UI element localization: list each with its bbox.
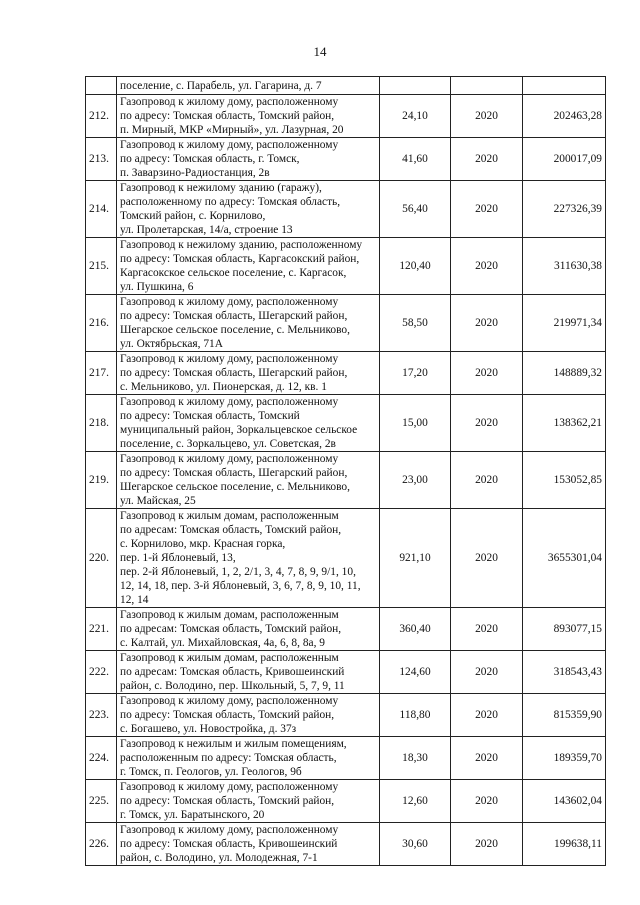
object-description [117,181,380,238]
object-description [117,509,380,608]
commission-year: 2020 [451,138,523,181]
row-number: 217. [86,352,117,395]
description-line: п. Заварзино-Радиостанция, 2в [120,167,270,179]
description-line: поселение, с. Зоркальцево, ул. Советская, 2в [120,438,336,450]
table-row [86,77,606,95]
commission-year: 2020 [451,608,523,651]
description-line: расположенному по адресу: Томская область, [120,196,341,208]
description-line: по адресу: Томская область, Шегарский район, [120,310,348,322]
cost-value: 199638,11 [523,823,606,866]
pipeline-length: 15,00 [380,395,451,452]
object-description [117,395,380,452]
row-number: 214. [86,181,117,238]
commission-year: 2020 [451,352,523,395]
cost-value: 219971,34 [523,295,606,352]
description-line: Газопровод к жилому дому, расположенному [120,396,339,408]
pipeline-length: 58,50 [380,295,451,352]
description-line: Газопровод к нежилому зданию, расположенному [120,239,363,251]
description-line: ул. Пролетарская, 14/а, строение 13 [120,224,293,236]
object-description [117,295,380,352]
table-row [86,651,606,694]
row-number: 216. [86,295,117,352]
description-line: с. Калтай, ул. Михайловская, 4а, 6, 8, 8а, 9 [120,637,325,649]
description-line: ул. Майская, 25 [120,495,196,507]
description-line: с. Богашево, ул. Новостройка, д. 37з [120,723,297,735]
object-description [117,823,380,866]
pipeline-length [380,77,451,95]
description-line: с. Корнилово, мкр. Красная горка, [120,538,286,550]
description-line: Газопровод к жилому дому, расположенному [120,96,339,108]
cost-value: 227326,39 [523,181,606,238]
pipeline-length: 30,60 [380,823,451,866]
pipeline-length: 118,80 [380,694,451,737]
row-number: 223. [86,694,117,737]
row-number: 221. [86,608,117,651]
description-line: г. Томск, п. Геологов, ул. Геологов, 9б [120,766,302,778]
description-line: Газопровод к жилому дому, расположенному [120,453,339,465]
table-row [86,95,606,138]
gas-pipeline-table [85,76,606,866]
object-description [117,737,380,780]
cost-value: 138362,21 [523,395,606,452]
pipeline-length: 18,30 [380,737,451,780]
object-description [117,95,380,138]
description-line: Томский район, с. Корнилово, [120,210,266,222]
cost-value: 148889,32 [523,352,606,395]
table-row [86,452,606,509]
description-line: район, с. Володино, ул. Молодежная, 7-1 [120,852,318,864]
table-row [86,395,606,452]
commission-year: 2020 [451,737,523,780]
pipeline-length: 24,10 [380,95,451,138]
description-line: по адресу: Томская область, Кривошеинский [120,838,338,850]
commission-year: 2020 [451,780,523,823]
description-line: Газопровод к жилому дому, расположенному [120,781,339,793]
commission-year: 2020 [451,452,523,509]
pipeline-length: 360,40 [380,608,451,651]
description-line: Каргасокское сельское поселение, с. Каргасок, [120,267,347,279]
description-line: Шегарское сельское поселение, с. Мельниково, [120,481,350,493]
description-line: поселение, с. Парабель, ул. Гагарина, д. 7 [120,79,322,92]
description-line: Газопровод к жилым домам, расположенным [120,652,339,664]
commission-year: 2020 [451,651,523,694]
pipeline-length: 921,10 [380,509,451,608]
description-line: по адресу: Томская область, Шегарский район, [120,467,348,479]
commission-year: 2020 [451,181,523,238]
row-number [86,77,117,95]
cost-value: 3655301,04 [523,509,606,608]
description-line: 12, 14 [120,594,149,606]
description-line: по адресу: Томская область, Томский район, [120,709,335,721]
description-line: по адресам: Томская область, Томский район, [120,623,342,635]
description-line: пер. 2-й Яблоневый, 1, 2, 2/1, 3, 4, 7, 8, 9, 9/1, 10, [120,566,356,578]
table-row [86,608,606,651]
description-line: ул. Пушкина, 6 [120,281,194,293]
row-number: 215. [86,238,117,295]
row-number: 218. [86,395,117,452]
commission-year: 2020 [451,694,523,737]
pipeline-length: 120,40 [380,238,451,295]
row-number: 220. [86,509,117,608]
cost-value: 189359,70 [523,737,606,780]
cost-value: 202463,28 [523,95,606,138]
object-description [117,138,380,181]
object-description [117,780,380,823]
description-line: Шегарское сельское поселение, с. Мельниково, [120,324,350,336]
pipeline-length: 12,60 [380,780,451,823]
page-number: 14 [313,44,327,59]
description-line: по адресу: Томская область, Каргасокский район, [120,253,360,265]
description-line: Газопровод к жилому дому, расположенному [120,824,339,836]
object-description [117,694,380,737]
cost-value: 318543,43 [523,651,606,694]
table-row [86,295,606,352]
description-line: Газопровод к жилым домам, расположенным [120,609,339,621]
pipeline-length: 124,60 [380,651,451,694]
row-number: 224. [86,737,117,780]
pipeline-length: 56,40 [380,181,451,238]
description-line: район, с. Володино, пер. Школьный, 5, 7, 9, 11 [120,680,345,692]
cost-value: 200017,09 [523,138,606,181]
description-line: расположенным по адресу: Томская область, [120,752,337,764]
cost-value: 815359,90 [523,694,606,737]
table-body [86,77,606,866]
description-line: по адресу: Томская область, Шегарский район, [120,367,348,379]
row-number: 222. [86,651,117,694]
description-line: 12, 14, 18, пер. 3-й Яблоневый, 3, 6, 7, 8, 9, 10, 11, [120,580,361,592]
commission-year: 2020 [451,395,523,452]
description-line: по адресам: Томская область, Кривошеинский [120,666,345,678]
description-line: по адресу: Томская область, Томский район, [120,110,335,122]
description-line: Газопровод к жилому дому, расположенному [120,695,339,707]
object-description [117,77,380,95]
table-row [86,352,606,395]
object-description [117,352,380,395]
description-line: п. Мирный, МКР «Мирный», ул. Лазурная, 20 [120,124,344,136]
pipeline-length: 41,60 [380,138,451,181]
cost-value: 153052,85 [523,452,606,509]
commission-year: 2020 [451,95,523,138]
commission-year: 2020 [451,238,523,295]
row-number: 212. [86,95,117,138]
table-row [86,780,606,823]
row-number: 225. [86,780,117,823]
commission-year: 2020 [451,509,523,608]
description-line: ул. Октябрьская, 71А [120,338,223,350]
description-line: Газопровод к жилым домам, расположенным [120,510,339,522]
table-row [86,737,606,780]
object-description [117,238,380,295]
table-row [86,138,606,181]
description-line: Газопровод к жилому дому, расположенному [120,353,339,365]
object-description [117,452,380,509]
description-line: по адресу: Томская область, Томский район, [120,795,335,807]
row-number: 219. [86,452,117,509]
description-line: Газопровод к жилому дому, расположенному [120,296,339,308]
commission-year [451,77,523,95]
object-description [117,608,380,651]
table-row [86,181,606,238]
commission-year: 2020 [451,823,523,866]
description-line: пер. 1-й Яблоневый, 13, [120,552,236,564]
description-line: по адресам: Томская область, Томский район, [120,524,342,536]
description-line: г. Томск, ул. Баратынского, 20 [120,809,265,821]
row-number: 213. [86,138,117,181]
cost-value [523,77,606,95]
description-line: муниципальный район, Зоркальцевское сельское [120,424,358,436]
description-line: по адресу: Томская область, г. Томск, [120,153,300,165]
table-row [86,823,606,866]
pipeline-length: 17,20 [380,352,451,395]
pipeline-length: 23,00 [380,452,451,509]
row-number: 226. [86,823,117,866]
commission-year: 2020 [451,295,523,352]
description-line: Газопровод к нежилому зданию (гаражу), [120,182,322,194]
table-row [86,509,606,608]
description-line: Газопровод к жилому дому, расположенному [120,139,339,151]
description-line: по адресу: Томская область, Томский [120,410,300,422]
cost-value: 893077,15 [523,608,606,651]
table-row [86,694,606,737]
cost-value: 143602,04 [523,780,606,823]
description-line: Газопровод к нежилым и жилым помещениям, [120,738,347,750]
cost-value: 311630,38 [523,238,606,295]
description-line: с. Мельниково, ул. Пионерская, д. 12, кв. 1 [120,381,327,393]
table-row [86,238,606,295]
object-description [117,651,380,694]
